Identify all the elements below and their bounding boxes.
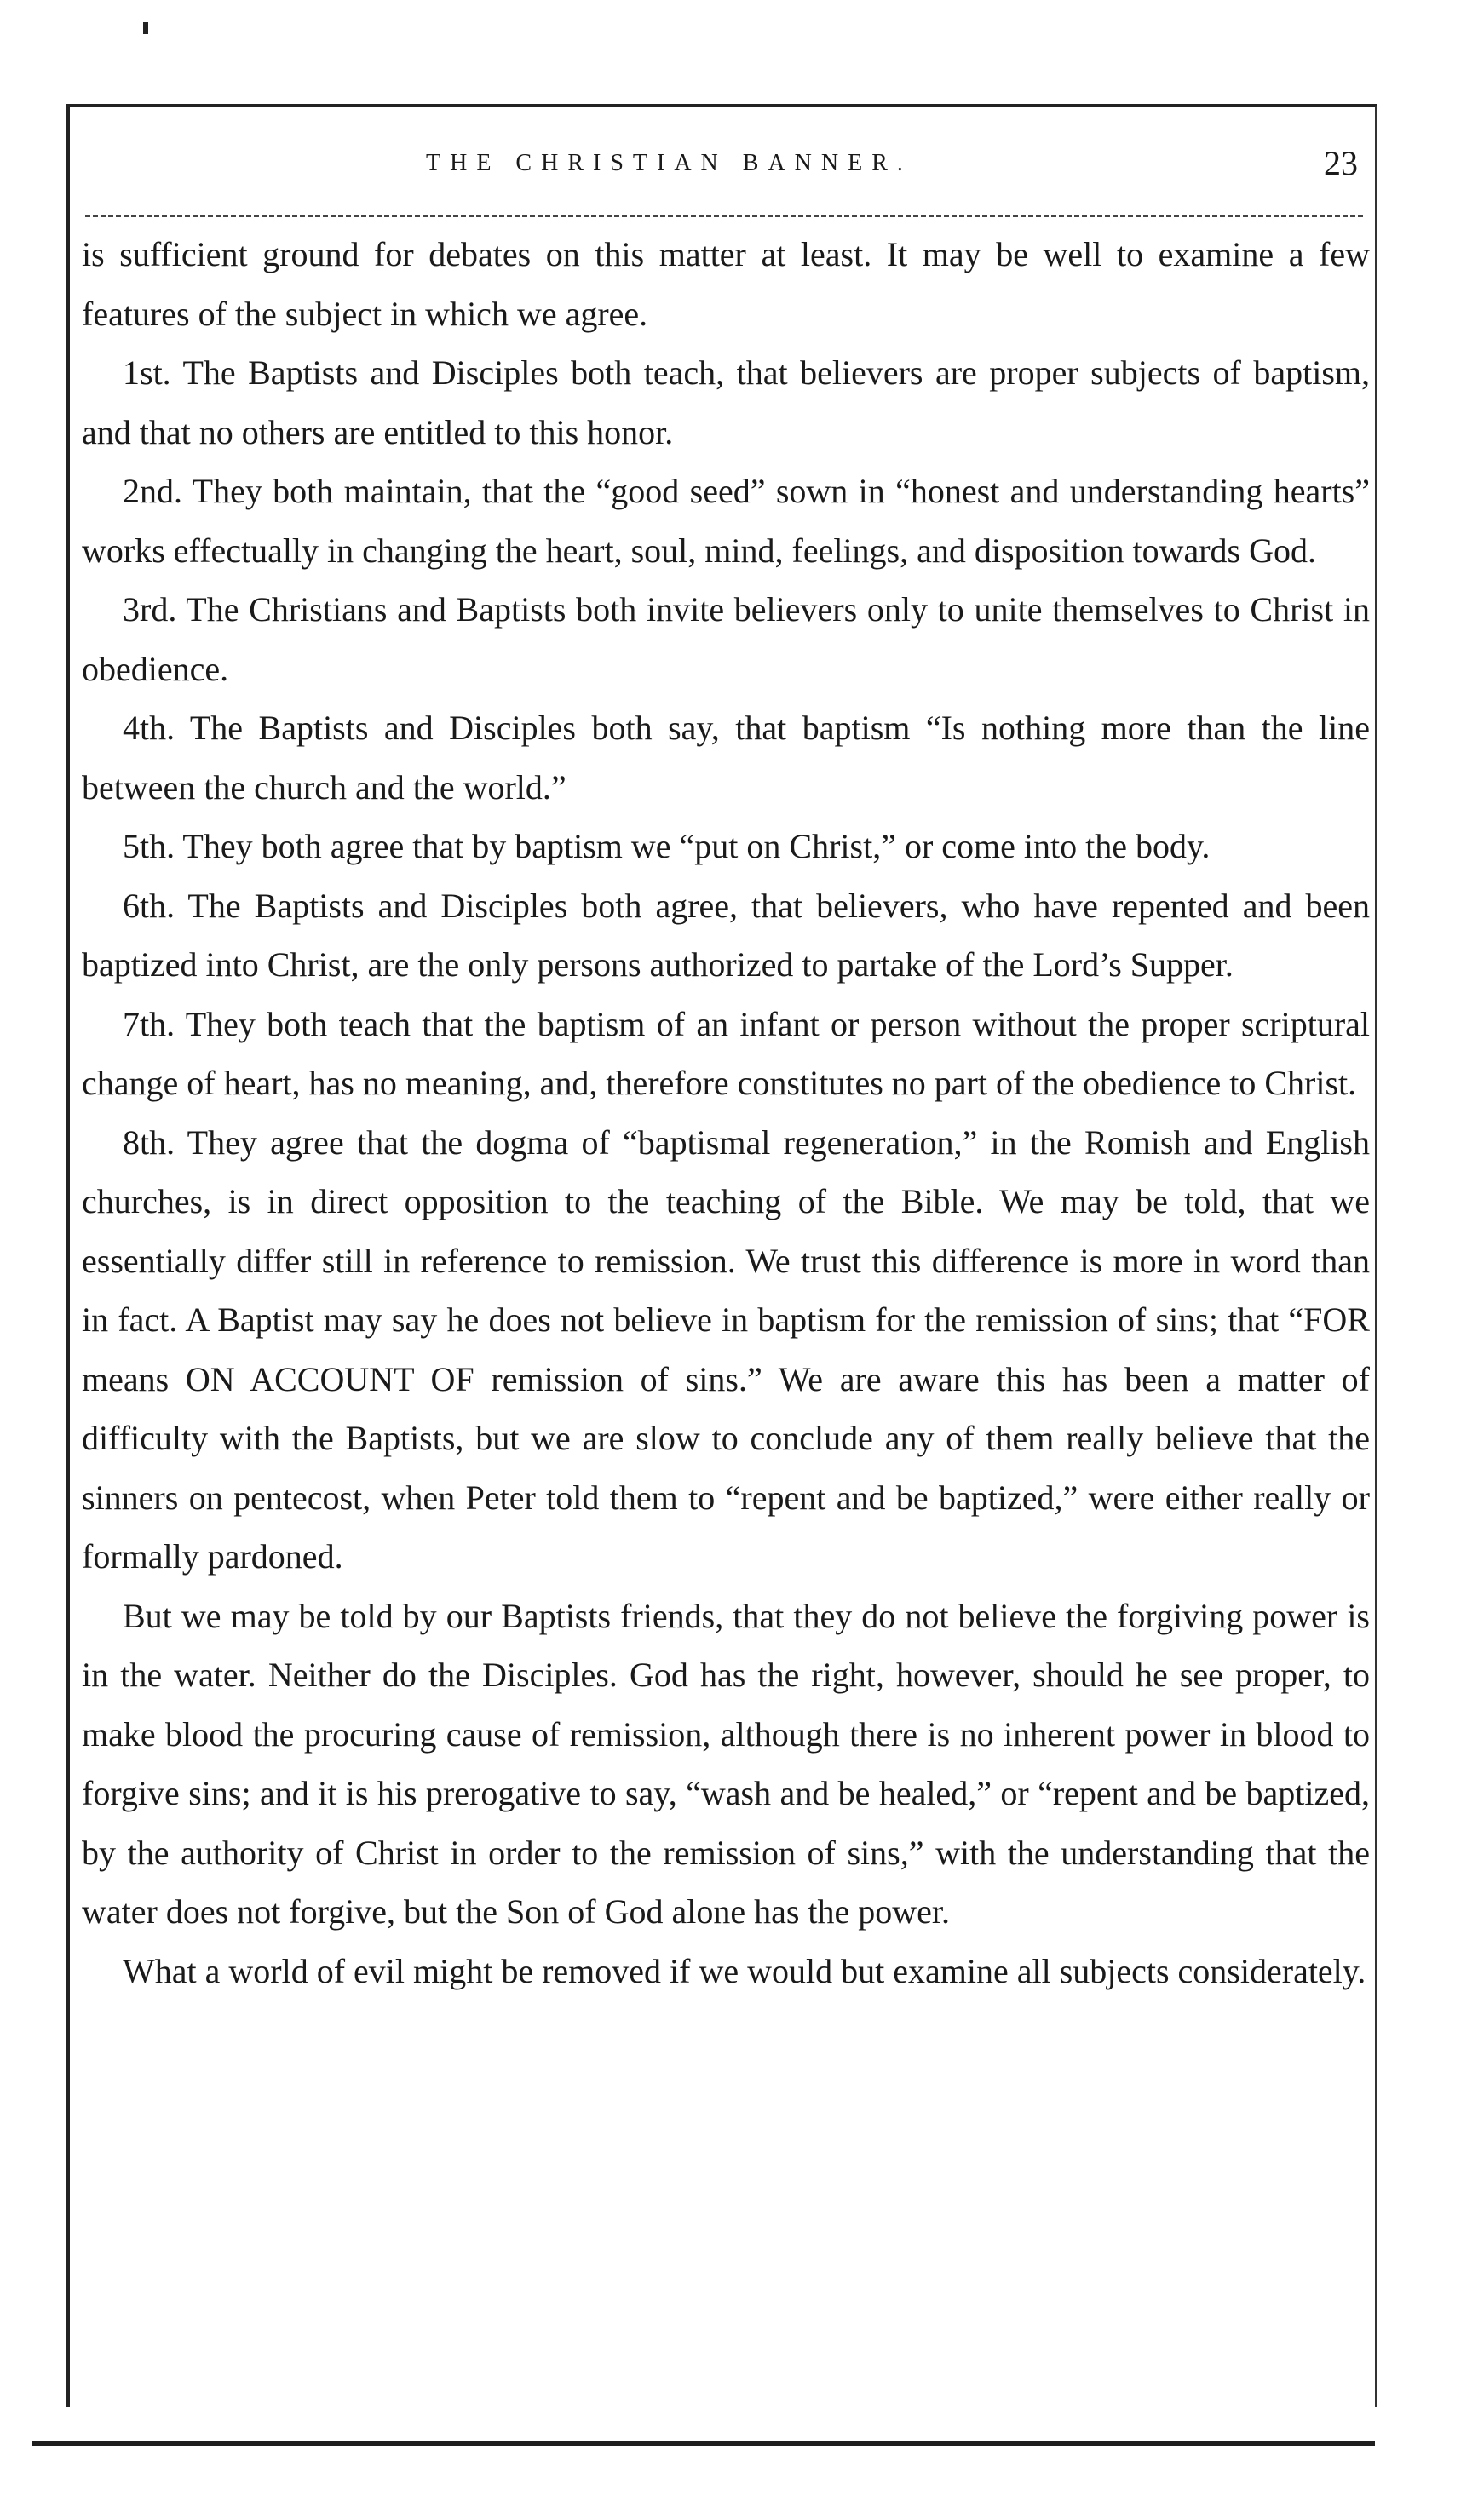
paragraph-continuation: is sufficient ground for debates on this matter at least. It may be well to examine a few features of the subject in which we agree.	[82, 235, 1370, 333]
paragraph-7th: 7th. They both teach that the baptism of an infant or person without the proper scriptural change of heart, has no meaning, and, therefore constitutes no part of the obedience to Christ.	[82, 1004, 1370, 1102]
paragraph-8th: 8th. They agree that the dogma of “baptismal regeneration,” in the Romish and English churches, is in direct opposition to the teaching of the Bible. We may be told, that we essentially differ still in reference to remission. We trust this difference is more in word than in fact. A Baptist may say he does not believe in baptism for the remission of sins; that “FOR means ON ACCOUNT OF remission of sins.” We are aware this has been a matter of difficulty with the Baptists, but we are slow to conclude any of them really believe that the sinners on pentecost, when Peter told them to “repent and be baptized,” were either really or formally pardoned.	[82, 1122, 1370, 1576]
page-number: 23	[1324, 144, 1358, 182]
bottom-rule	[32, 2441, 1375, 2446]
paragraph-6th: 6th. The Baptists and Disciples both agree, that believers, who have repented and been baptized into Christ, are the only persons authorized to partake of the Lord’s Supper.	[82, 886, 1370, 984]
paragraph-4th: 4th. The Baptists and Disciples both say, that baptism “Is nothing more than the line between the church and the world.”	[82, 709, 1370, 807]
paragraph-5th: 5th. They both agree that by baptism we “put on Christ,” or come into the body.	[123, 827, 1211, 865]
paragraph-forgiving-power: But we may be told by our Baptists friends, that they do not believe the forgiving power is in the water. Neither do the Disciples. God has the right, however, should he see proper, to make blood the procuring cause of remission, although there is no inherent power in blood to forgive sins; and it is his prerogative to say, “wash and be healed,” or “repent and be baptized, by the authority of Christ in order to the remission of sins,” with the understanding that the water does not forgive, but the Son of God alone has the power.	[82, 1596, 1370, 1931]
paragraph-2nd: 2nd. They both maintain, that the “good seed” sown in “honest and understanding hearts” works effectually in changing the heart, soul, mind, feelings, and disposition towards God.	[82, 472, 1370, 570]
page-header	[85, 143, 1363, 194]
stray-ink-mark	[143, 22, 148, 34]
running-title: THE CHRISTIAN BANNER.	[426, 150, 912, 176]
header-rule	[85, 215, 1363, 217]
article-body	[82, 225, 1370, 2001]
paragraph-1st: 1st. The Baptists and Disciples both teach, that believers are proper subjects of baptism, and that no others are entitled to this honor.	[82, 353, 1370, 451]
paragraph-closing: What a world of evil might be removed if we would but examine all subjects considerately.	[123, 1951, 1366, 1990]
paragraph-3rd: 3rd. The Christians and Baptists both invite believers only to unite themselves to Christ in obedience.	[82, 590, 1370, 688]
